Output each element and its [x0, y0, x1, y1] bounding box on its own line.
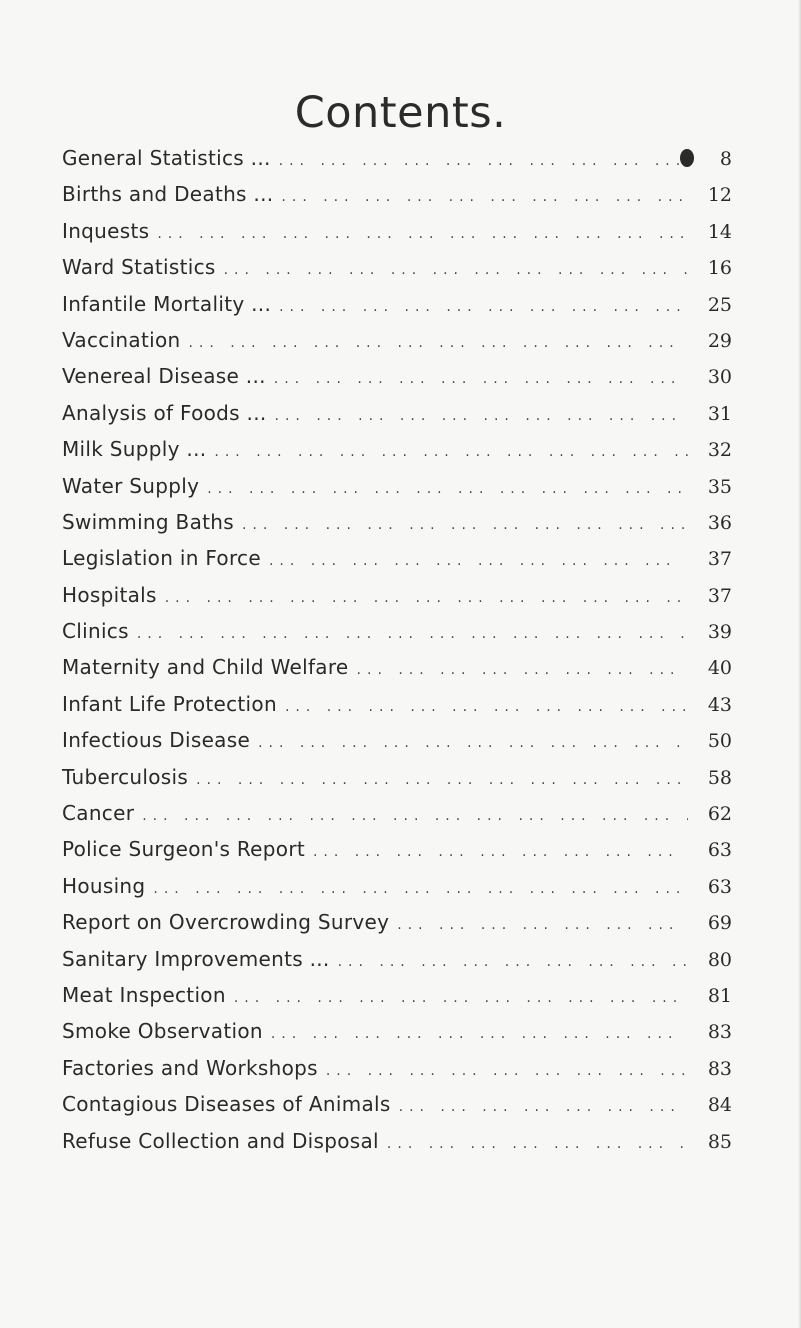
toc-entry [62, 577, 732, 613]
toc-entry [62, 213, 732, 249]
toc-entry-label: Hospitals [62, 582, 157, 607]
toc-entry-label: Housing [62, 873, 146, 898]
toc-entry [62, 140, 732, 176]
toc-entry-page: 31 [707, 402, 732, 425]
toc-entry [62, 613, 732, 649]
toc-entry-page: 35 [707, 475, 732, 498]
dot-leader [137, 616, 688, 652]
dot-leader [275, 398, 688, 434]
toc-entry-page: 37 [707, 584, 732, 607]
toc-entry [62, 1013, 732, 1049]
toc-entry-label: Report on Overcrowding Survey [62, 910, 390, 935]
toc-entry-label: Infectious Disease [62, 728, 251, 753]
toc-entry-label: Meat Inspection [62, 982, 226, 1007]
toc-entry [62, 540, 732, 576]
toc-entry-page: 63 [707, 875, 732, 898]
toc-entry-label: Clinics [62, 619, 129, 644]
toc-entry-page: 84 [707, 1094, 732, 1117]
toc-entry [62, 468, 732, 504]
dot-leader [338, 944, 688, 980]
dot-leader [274, 361, 688, 397]
toc-entry-label: Venereal Disease ... [62, 364, 266, 389]
toc-entry-page: 14 [707, 220, 732, 243]
toc-entry [62, 759, 732, 795]
toc-entry [62, 504, 732, 540]
toc-entry-page: 12 [707, 184, 732, 207]
toc-entry-label: Cancer [62, 801, 135, 826]
toc-entry [62, 686, 732, 722]
dot-leader [399, 1089, 688, 1125]
dot-leader [326, 1053, 688, 1089]
toc-entry-page: 58 [707, 766, 732, 789]
dot-leader [271, 1016, 688, 1052]
toc-entry [62, 395, 732, 431]
toc-entry [62, 1086, 732, 1122]
toc-entry-page: 37 [707, 548, 732, 571]
toc-entry-label: Legislation in Force [62, 546, 261, 571]
dot-leader [279, 289, 688, 325]
toc-entry-page: 36 [707, 511, 732, 534]
toc-entry-page: 50 [707, 730, 732, 753]
toc-entry [62, 286, 732, 322]
dot-leader [234, 980, 688, 1016]
toc-entry-label: Sanitary Improvements ... [62, 946, 330, 971]
dot-leader [242, 507, 688, 543]
toc-entry-label: Police Surgeon's Report [62, 837, 305, 862]
dot-leader [258, 725, 688, 761]
toc-entry [62, 1123, 732, 1159]
toc-entry-label: Infant Life Protection [62, 691, 277, 716]
page-title: Contents. [294, 88, 507, 138]
toc-entry-label: Vaccination [62, 327, 181, 352]
toc-entry-label: Inquests [62, 218, 150, 243]
toc-entry-label: Refuse Collection and Disposal [62, 1128, 379, 1153]
toc-entry [62, 431, 732, 467]
toc-entry [62, 322, 732, 358]
dot-leader [279, 143, 688, 179]
toc-entry [62, 868, 732, 904]
dot-leader [397, 907, 688, 943]
toc-entry-label: Tuberculosis [62, 764, 189, 789]
toc-entry [62, 249, 732, 285]
dot-leader [165, 580, 688, 616]
toc-entry-label: Infantile Mortality ... [62, 291, 272, 316]
toc-entry-page: 32 [707, 439, 732, 462]
table-of-contents [62, 140, 732, 1159]
dot-leader [196, 762, 688, 798]
toc-entry-page: 16 [707, 257, 732, 280]
toc-entry-label: Factories and Workshops [62, 1055, 318, 1080]
dot-leader [157, 216, 688, 252]
toc-entry [62, 1050, 732, 1086]
dot-leader [188, 325, 688, 361]
toc-entry-label: Milk Supply ... [62, 437, 207, 462]
toc-entry-page: 81 [707, 984, 732, 1007]
toc-entry [62, 722, 732, 758]
toc-entry-page: 83 [707, 1057, 732, 1080]
toc-entry [62, 795, 732, 831]
toc-entry-page: 39 [707, 621, 732, 644]
dot-leader [224, 252, 688, 288]
toc-entry-label: Analysis of Foods ... [62, 400, 267, 425]
toc-entry-label: Smoke Observation [62, 1019, 263, 1044]
toc-entry-label: Water Supply [62, 473, 200, 498]
dot-leader [207, 471, 688, 507]
toc-entry [62, 941, 732, 977]
toc-entry-label: Swimming Baths [62, 509, 234, 534]
dot-leader [357, 652, 688, 688]
toc-entry [62, 358, 732, 394]
toc-entry-page: 80 [707, 948, 732, 971]
toc-entry-page: 43 [707, 693, 732, 716]
toc-entry [62, 904, 732, 940]
toc-entry [62, 649, 732, 685]
toc-entry [62, 831, 732, 867]
toc-entry-page: 8 [719, 148, 732, 170]
toc-entry-label: General Statistics ... [62, 146, 271, 170]
toc-entry-page: 83 [707, 1021, 732, 1044]
toc-entry-label: Ward Statistics [62, 255, 216, 280]
dot-leader [269, 543, 688, 579]
toc-entry-label: Births and Deaths ... [62, 182, 274, 207]
toc-entry-page: 29 [707, 329, 732, 352]
dot-leader [313, 834, 688, 870]
toc-entry-page: 69 [707, 912, 732, 935]
dot-leader [214, 434, 688, 470]
toc-entry-label: Contagious Diseases of Animals [62, 1092, 391, 1117]
dot-leader [142, 798, 688, 834]
toc-entry-page: 40 [707, 657, 732, 680]
dot-leader [387, 1126, 688, 1162]
dot-leader [285, 689, 688, 725]
toc-entry [62, 176, 732, 212]
toc-entry [62, 977, 732, 1013]
toc-entry-page: 85 [707, 1130, 732, 1153]
toc-entry-page: 63 [707, 839, 732, 862]
toc-entry-page: 25 [707, 293, 732, 316]
toc-entry-label: Maternity and Child Welfare [62, 655, 349, 680]
dot-leader [153, 871, 688, 907]
dot-leader [281, 179, 688, 215]
toc-entry-page: 62 [707, 803, 732, 826]
toc-entry-page: 30 [707, 366, 732, 389]
